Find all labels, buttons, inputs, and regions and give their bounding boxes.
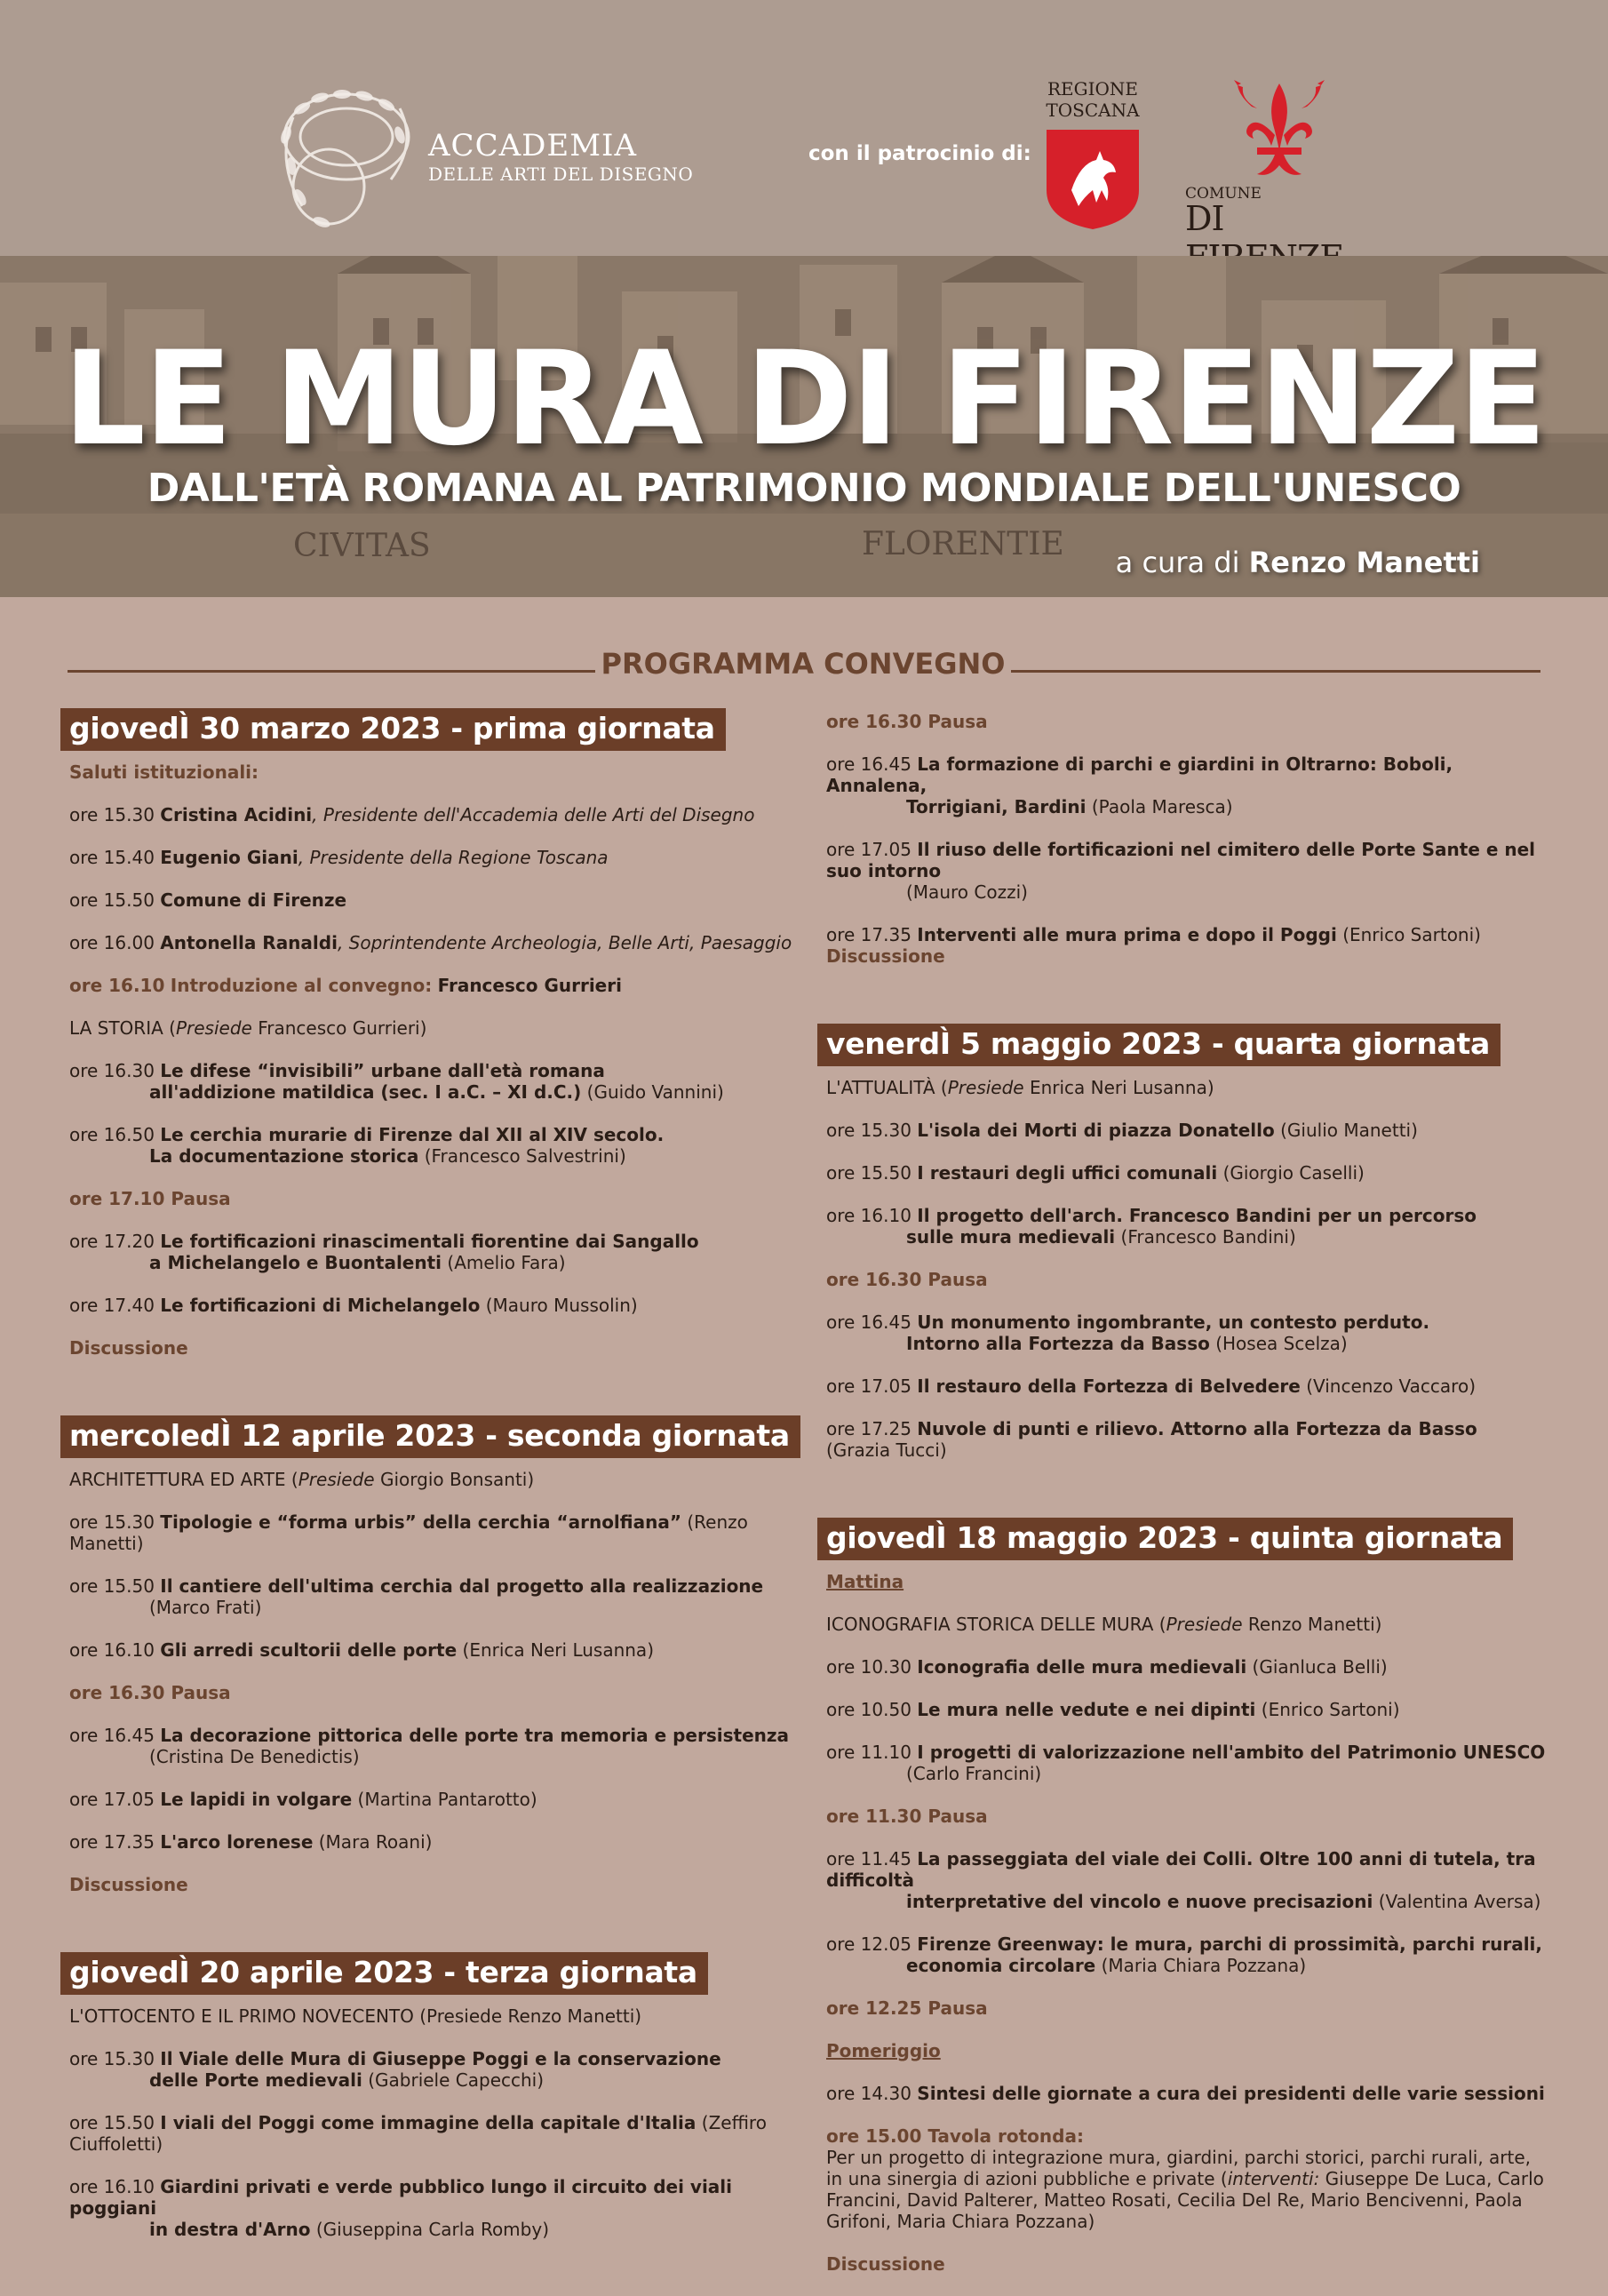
- session-header: ICONOGRAFIA STORICA DELLE MURA (Presiede Renzo Manetti): [826, 1614, 1382, 1635]
- discussion-item: Discussione: [69, 1874, 188, 1895]
- regione-toscana-logo: [1039, 78, 1146, 231]
- saluti-label: Saluti istituzionali:: [69, 761, 259, 783]
- round-table-speakers: Giuseppe De Luca, Carlo Francini, David Palterer, Matteo Rosati, Cecilia Del Re, Mario Bencivenni, Paola Grifoni, Maria Chiara Pozzana): [826, 2168, 1544, 2232]
- program-item: ore 16.10 Giardini privati e verde pubblico lungo il circuito dei viali poggiani in destra d'Arno (Giuseppina Carla Romby): [69, 2176, 733, 2240]
- spacer: [60, 1917, 824, 1952]
- program-item: ore 15.30 Tipologie e “forma urbis” della cerchia “arnolfiana” (Renzo Manetti): [69, 1511, 748, 1554]
- header-bar: [0, 0, 1608, 256]
- program-item: ore 11.45 La passeggiata del viale dei Colli. Oltre 100 anni di tutela, tra difficoltà interpretative del vincolo e nuove precisazioni (Valentina Aversa): [826, 1848, 1541, 1912]
- comune-label-small: COMUNE: [1185, 185, 1262, 203]
- spacer: [817, 1482, 1546, 1518]
- session-header: ARCHITETTURA ED ARTE (Presiede Giorgio Bonsanti): [69, 1469, 535, 1490]
- mattina-label: Mattina: [826, 1571, 904, 1592]
- program-item: ore 17.05 Le lapidi in volgare (Martina Pantarotto): [69, 1789, 537, 1810]
- discussion-item: Discussione: [826, 2253, 945, 2275]
- pause-item: ore 16.30 Pausa: [826, 1269, 988, 1290]
- pause-item: ore 17.10 Pausa: [69, 1188, 231, 1209]
- pause-item: ore 16.30 Pausa: [69, 1682, 231, 1703]
- program-item: ore 15.50 I viali del Poggi come immagine della capitale d'Italia (Zeffiro Ciuffoletti): [69, 2112, 767, 2155]
- day-heading-3: giovedÌ 20 aprile 2023 - terza giornata: [60, 1952, 708, 1995]
- program-item: ore 17.05 Il riuso delle fortificazioni nel cimitero delle Porte Sante e nel suo intorno (Mauro Cozzi): [826, 839, 1536, 903]
- round-table-heading: ore 15.00 Tavola rotonda:: [826, 2125, 1084, 2147]
- comune-label-big: DI: [1185, 199, 1224, 238]
- painting-text-right: FLORENTIE: [862, 526, 1064, 562]
- pomeriggio-label: Pomeriggio: [826, 2040, 941, 2061]
- round-table-item: [826, 2125, 1546, 2232]
- program-item: ore 16.50 Le cerchia murarie di Firenze dal XII al XIV secolo. La documentazione storica (Francesco Salvestrini): [69, 1124, 665, 1167]
- round-table-body: Per un progetto di integrazione mura, giardini, parchi storici, parchi rurali, arte, in una sinergia di azioni pubbliche e private (: [826, 2147, 1532, 2189]
- day-heading-4: venerdÌ 5 maggio 2023 - quarta giornata: [817, 1024, 1501, 1066]
- program-item: ore 17.35 L'arco lorenese (Mara Roani): [69, 1831, 433, 1853]
- program-item: ore 17.05 Il restauro della Fortezza di Belvedere (Vincenzo Vaccaro): [826, 1375, 1477, 1397]
- comune-firenze-logo: [1182, 80, 1359, 240]
- regione-shield-icon: [1045, 128, 1141, 231]
- pause-item: ore 16.30 Pausa: [826, 711, 988, 732]
- spacer: [60, 1380, 824, 1415]
- session-header: L'OTTOCENTO E IL PRIMO NOVECENTO (Presiede Renzo Manetti): [69, 2005, 642, 2027]
- program-item: ore 16.10 Gli arredi scultorii delle porte (Enrica Neri Lusanna): [69, 1639, 654, 1661]
- program-item: ore 17.35 Interventi alle mura prima e dopo il Poggi (Enrico Sartoni): [826, 924, 1481, 945]
- painting-text-left: CIVITAS: [293, 528, 431, 564]
- program-item: ore 17.40 Le fortificazioni di Michelangelo (Mauro Mussolin): [69, 1295, 638, 1316]
- program-item: ore 15.50 I restauri degli uffici comunali (Giorgio Caselli): [826, 1162, 1365, 1184]
- academy-subtitle: DELLE ARTI DEL DISEGNO: [428, 163, 694, 185]
- curator: [1116, 546, 1480, 579]
- day-heading-2: mercoledÌ 12 aprile 2023 - seconda giornata: [60, 1415, 800, 1458]
- program-item: ore 11.10 I progetti di valorizzazione nell'ambito del Patrimonio UNESCO (Carlo Francini): [826, 1742, 1546, 1784]
- pause-item: ore 12.25 Pausa: [826, 1997, 988, 2019]
- program-item: ore 17.25 Nuvole di punti e rilievo. Attorno alla Fortezza da Basso (Grazia Tucci): [826, 1418, 1477, 1461]
- program-item: ore 15.30 Il Viale delle Mura di Giuseppe Poggi e la conservazione delle Porte medievali (Gabriele Capecchi): [69, 2048, 721, 2091]
- curator-name: Renzo Manetti: [1248, 546, 1480, 579]
- program-item: ore 15.30 L'isola dei Morti di piazza Donatello (Giulio Manetti): [826, 1120, 1418, 1141]
- program-item: ore 10.30 Iconografia delle mura medievali (Gianluca Belli): [826, 1656, 1388, 1678]
- program-column-left: [60, 708, 824, 2261]
- session-header: LA STORIA (Presiede Francesco Gurrieri): [69, 1017, 427, 1039]
- subtitle: DALL'ETÀ ROMANA AL PATRIMONIO MONDIALE DELL'UNESCO: [147, 466, 1461, 511]
- discussion-item: Discussione: [826, 945, 945, 967]
- academy-logo-icon: [267, 82, 426, 233]
- program-item: ore 14.30 Sintesi delle giornate a cura dei presidenti delle varie sessioni: [826, 2083, 1545, 2104]
- divider-left: [68, 670, 595, 673]
- divider-right: [1011, 670, 1540, 673]
- patronage-label: con il patrocinio di:: [808, 142, 1031, 165]
- title-banner: [0, 256, 1608, 597]
- programma-title: PROGRAMMA CONVEGNO: [601, 647, 1006, 681]
- regione-label: REGIONE TOSCANA: [1046, 78, 1140, 121]
- day-heading-1: giovedÌ 30 marzo 2023 - prima giornata: [60, 708, 726, 751]
- program-item: ore 15.50 Il cantiere dell'ultima cerchia dal progetto alla realizzazione (Marco Frati): [69, 1575, 764, 1618]
- program-item: ore 17.20 Le fortificazioni rinascimentali fiorentine dai Sangallo a Michelangelo e Buontalenti (Amelio Fara): [69, 1231, 699, 1273]
- program-item: ore 15.40 Eugenio Giani, Presidente della Regione Toscana: [69, 847, 609, 868]
- round-table-interventi: interventi:: [1227, 2168, 1320, 2189]
- session-header: L'ATTUALITÀ (Presiede Enrica Neri Lusanna): [826, 1077, 1214, 1098]
- program-item: ore 16.30 Le difese “invisibili” urbane dall'età romana all'addizione matildica (sec. I a.C. – XI d.C.) (Guido Vannini): [69, 1060, 724, 1103]
- spacer: [817, 988, 1546, 1024]
- pause-item: ore 11.30 Pausa: [826, 1806, 988, 1827]
- program-item: ore 16.45 Un monumento ingombrante, un contesto perduto. Intorno alla Fortezza da Basso (Hosea Scelza): [826, 1311, 1430, 1354]
- main-title: LE MURA DI FIRENZE: [62, 323, 1546, 474]
- program-item: ore 10.50 Le mura nelle vedute e nei dipinti (Enrico Sartoni): [826, 1699, 1400, 1720]
- program-item: ore 16.45 La formazione di parchi e giardini in Oltrarno: Boboli, Annalena, Torrigiani, Bardini (Paola Maresca): [826, 753, 1453, 817]
- academy-name: ACCADEMIA: [428, 128, 638, 163]
- program-column-right: [817, 711, 1546, 2296]
- florence-lily-icon: [1230, 80, 1328, 187]
- program-item: ore 15.30 Cristina Acidini, Presidente dell'Accademia delle Arti del Disegno: [69, 804, 755, 825]
- program-item: ore 16.00 Antonella Ranaldi, Soprintendente Archeologia, Belle Arti, Paesaggio: [69, 932, 792, 953]
- program-item: ore 12.05 Firenze Greenway: le mura, parchi di prossimità, parchi rurali, economia circolare (Maria Chiara Pozzana): [826, 1933, 1543, 1976]
- discussion-item: Discussione: [69, 1337, 188, 1359]
- program-item: ore 16.10 Il progetto dell'arch. Francesco Bandini per un percorso sulle mura medievali (Francesco Bandini): [826, 1205, 1477, 1248]
- program-item: ore 16.45 La decorazione pittorica delle porte tra memoria e persistenza (Cristina De Benedictis): [69, 1725, 790, 1767]
- day-heading-5: giovedÌ 18 maggio 2023 - quinta giornata: [817, 1518, 1513, 1560]
- curator-prefix: a cura di: [1115, 546, 1240, 579]
- program-item: ore 15.50 Comune di Firenze: [69, 889, 347, 911]
- intro-item: ore 16.10 Introduzione al convegno: Francesco Gurrieri: [69, 975, 622, 996]
